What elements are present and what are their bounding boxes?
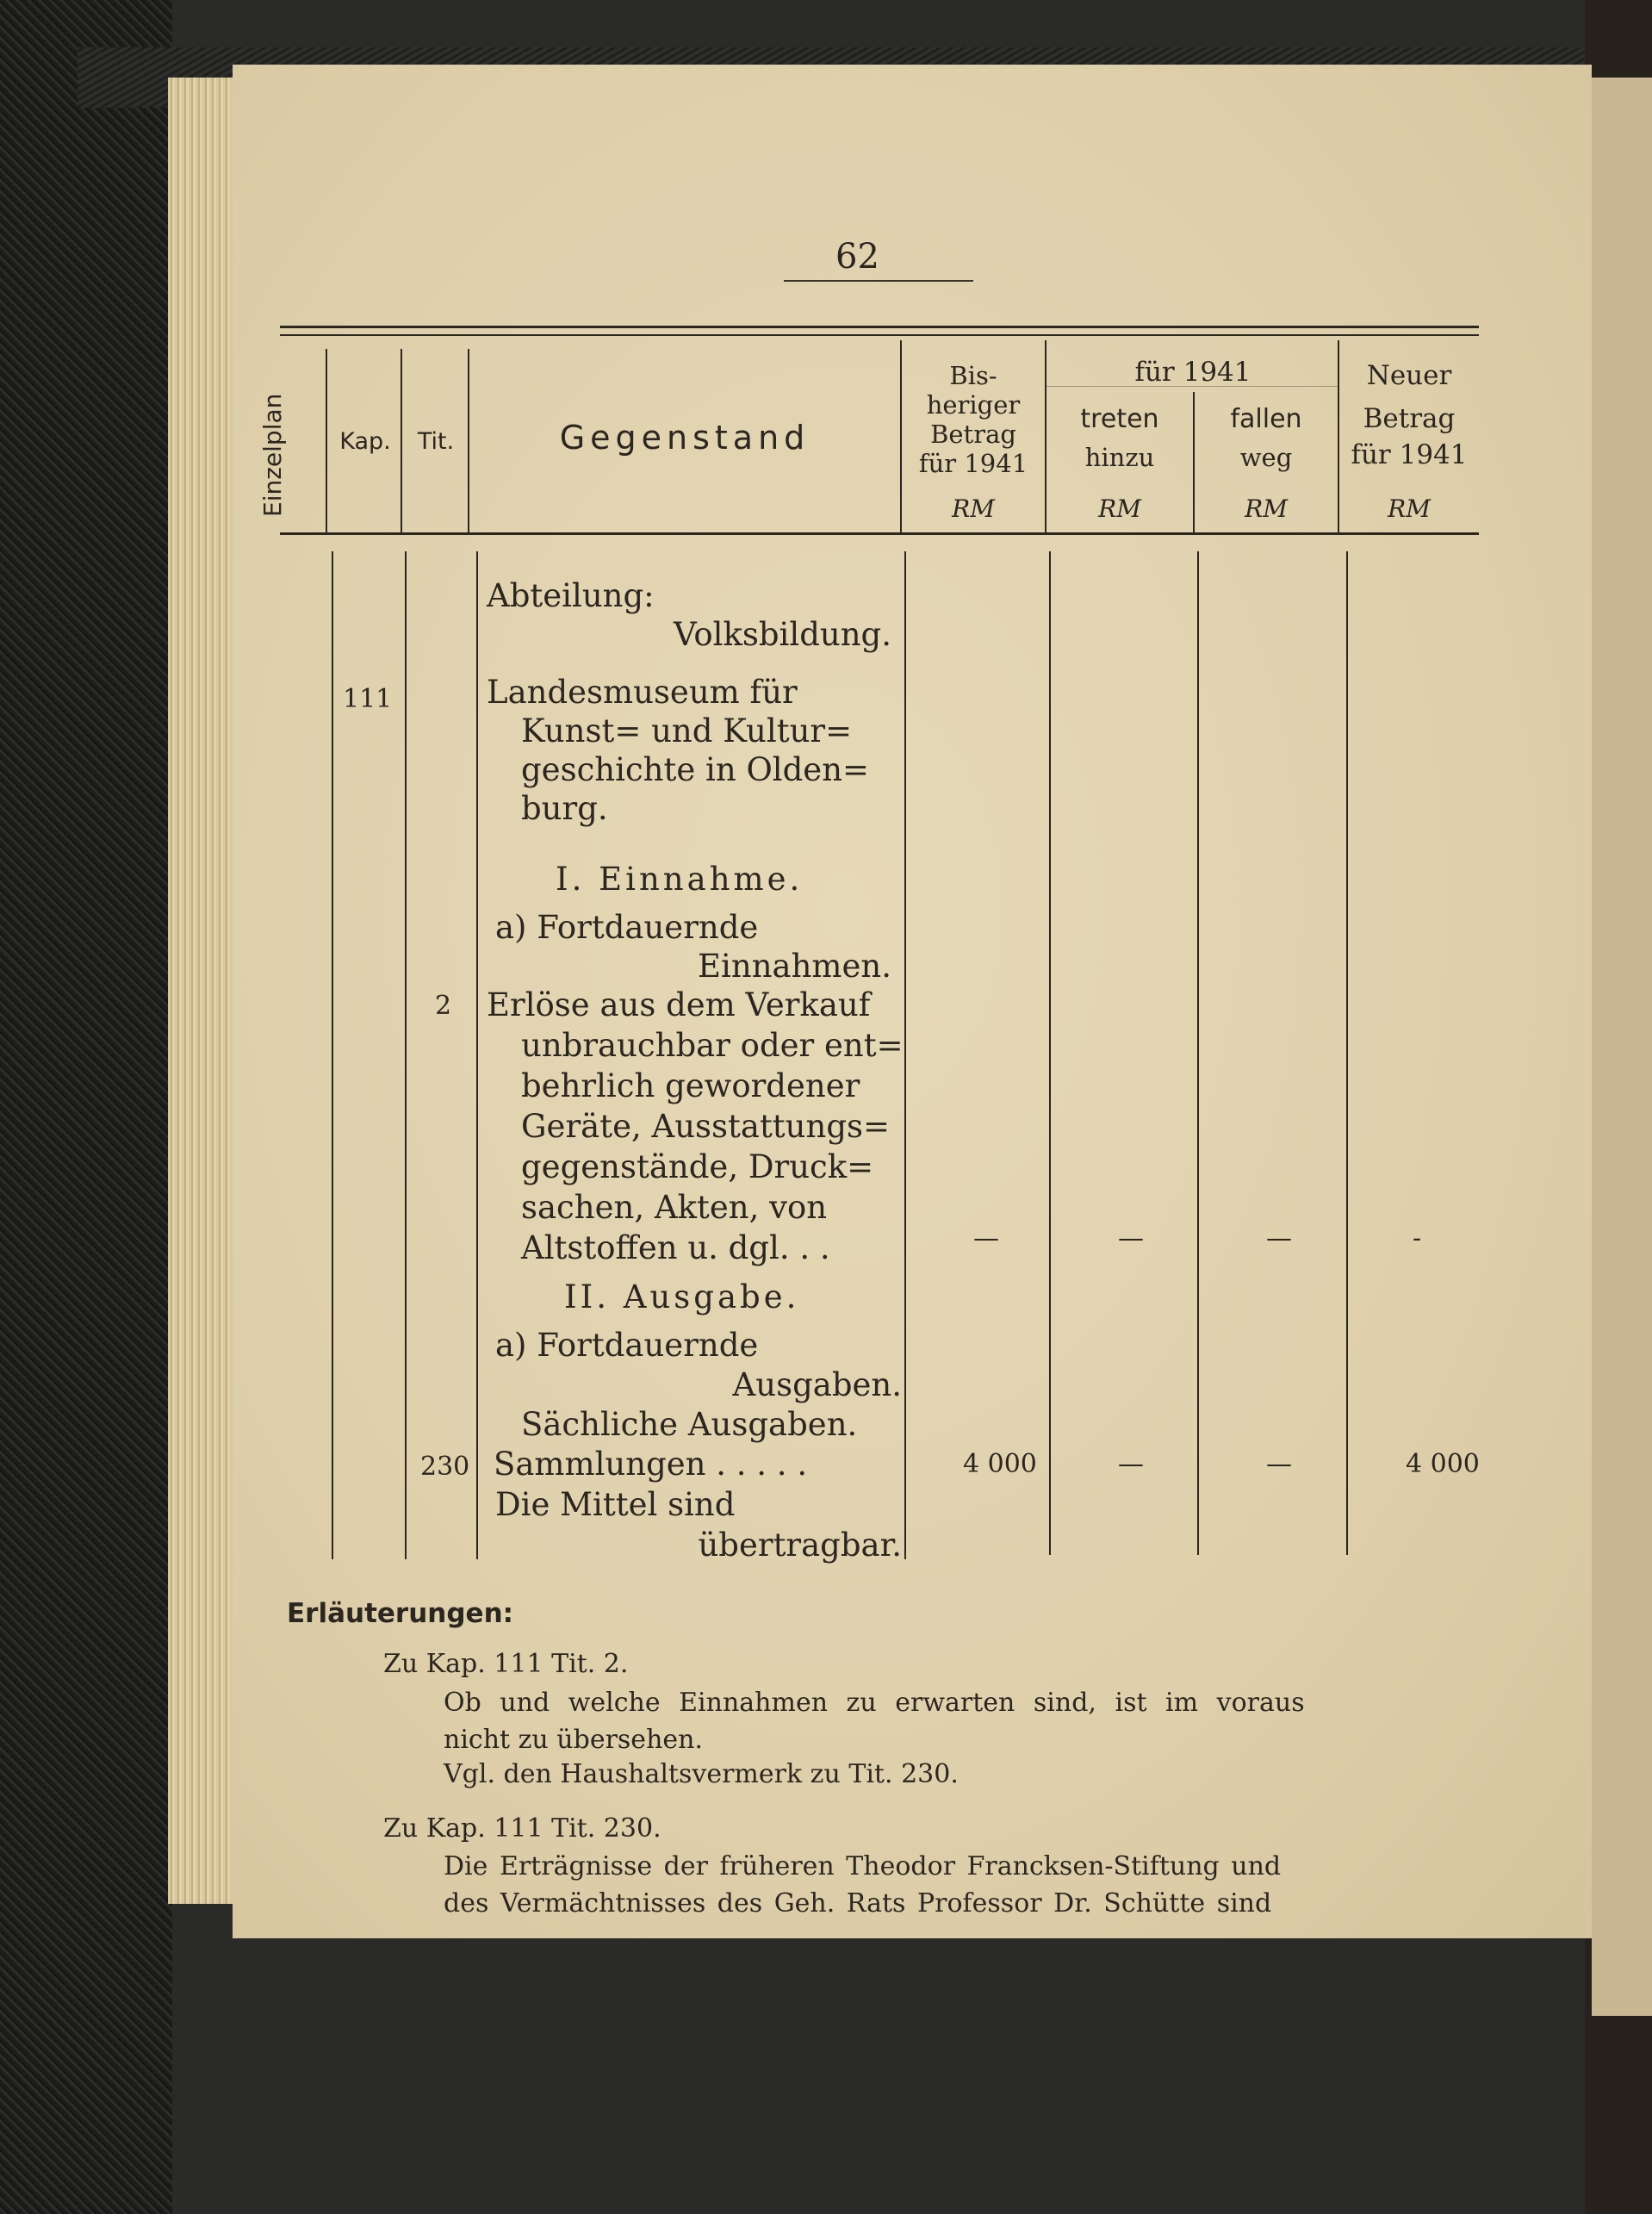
header-fallen-1: fallen bbox=[1230, 404, 1302, 434]
sammlungen-neuer: 4 000 bbox=[1406, 1449, 1480, 1479]
header-fallen-2: weg bbox=[1239, 443, 1293, 472]
erloese-line-6: sachen, Akten, von bbox=[521, 1189, 828, 1226]
header-bisheriger-1: Bis- bbox=[949, 361, 997, 390]
ausgabe-sub-2: Ausgaben. bbox=[732, 1366, 902, 1403]
page-number-rule bbox=[784, 280, 973, 282]
header-bisheriger-3: Betrag bbox=[930, 420, 1016, 449]
einnahme-sub-1: a) Fortdauernde bbox=[495, 909, 759, 946]
facing-page-edge bbox=[1592, 78, 1652, 2016]
erloese-line-4: Geräte, Ausstattungs= bbox=[521, 1108, 891, 1145]
note-2-heading: Zu Kap. 111 Tit. 2. bbox=[383, 1649, 629, 1679]
header-einzelplan: Einzelplan bbox=[258, 393, 287, 517]
table-header-rule bbox=[280, 532, 1479, 535]
body-col-line-3 bbox=[476, 551, 478, 1559]
erloese-treten: — bbox=[1118, 1223, 1144, 1253]
abteilung-name: Volksbildung. bbox=[674, 616, 891, 653]
header-tit: Tit. bbox=[417, 428, 455, 455]
unit-neuer: RM bbox=[1388, 494, 1431, 523]
header-bisheriger-2: heriger bbox=[926, 390, 1021, 420]
mittel-line-2: übertragbar. bbox=[698, 1527, 902, 1564]
museum-line-4: burg. bbox=[521, 790, 608, 827]
erloese-line-2: unbrauchbar oder ent= bbox=[521, 1027, 904, 1064]
saechliche-ausgaben: Sächliche Ausgaben. bbox=[521, 1406, 858, 1443]
page-edges bbox=[168, 78, 237, 1904]
note-2-line-2: nicht zu übersehen. bbox=[444, 1725, 703, 1755]
note-2-line-1: Ob und welche Einnahmen zu erwarten sind, ist im voraus bbox=[444, 1688, 1305, 1718]
table-top-rule-2 bbox=[280, 334, 1479, 336]
erloese-fallen: — bbox=[1266, 1223, 1292, 1253]
body-col-line-7 bbox=[1346, 551, 1348, 1555]
kap-111: 111 bbox=[343, 684, 393, 714]
erloese-line-3: behrlich gewordener bbox=[521, 1067, 860, 1104]
erloese-line-1: Erlöse aus dem Verkauf bbox=[487, 986, 871, 1023]
museum-line-2: Kunst= und Kultur= bbox=[521, 712, 853, 749]
body-col-line-1 bbox=[332, 551, 333, 1559]
erloese-line-5: gegenstände, Druck= bbox=[521, 1148, 874, 1185]
mittel-line-1: Die Mittel sind bbox=[495, 1486, 736, 1523]
header-neuer-1: Neuer bbox=[1366, 360, 1452, 391]
erloese-bisheriger: — bbox=[973, 1223, 999, 1253]
book-cover-left bbox=[0, 0, 172, 2214]
header-fuer-1941: für 1941 bbox=[1134, 357, 1251, 388]
table-top-rule-1 bbox=[280, 326, 1479, 328]
header-kap: Kap. bbox=[339, 428, 391, 455]
sammlungen-label: Sammlungen . . . . . bbox=[494, 1446, 808, 1483]
sammlungen-treten: — bbox=[1118, 1449, 1144, 1479]
note-230-line-1: Die Erträgnisse der früheren Theodor Francksen-Stiftung und bbox=[444, 1851, 1282, 1881]
note-230-heading: Zu Kap. 111 Tit. 230. bbox=[383, 1813, 661, 1844]
unit-bisheriger: RM bbox=[952, 494, 995, 523]
unit-fallen: RM bbox=[1245, 494, 1288, 523]
header-neuer-2: Betrag bbox=[1363, 403, 1456, 434]
notes-heading: Erläuterungen: bbox=[287, 1598, 514, 1629]
body-col-line-2 bbox=[405, 551, 407, 1559]
note-230-line-2: des Vermächtnisses des Geh. Rats Professor Dr. Schütte sind bbox=[444, 1888, 1272, 1919]
erloese-neuer: - bbox=[1413, 1223, 1422, 1253]
tit-230: 230 bbox=[420, 1452, 470, 1482]
sammlungen-fallen: — bbox=[1266, 1449, 1292, 1479]
body-col-line-6 bbox=[1197, 551, 1199, 1555]
header-neuer-3: für 1941 bbox=[1351, 439, 1468, 470]
note-2-line-3: Vgl. den Haushaltsvermerk zu Tit. 230. bbox=[444, 1759, 959, 1789]
unit-treten: RM bbox=[1098, 494, 1141, 523]
page-number: 62 bbox=[835, 237, 879, 277]
einnahme-heading: I. Einnahme. bbox=[556, 861, 804, 898]
body-col-line-5 bbox=[1049, 551, 1051, 1555]
sammlungen-bisheriger: 4 000 bbox=[963, 1449, 1037, 1479]
header-gegenstand: Gegenstand bbox=[559, 419, 810, 457]
museum-line-1: Landesmuseum für bbox=[487, 674, 798, 711]
body-col-line-4 bbox=[904, 551, 906, 1559]
abteilung-label: Abteilung: bbox=[487, 577, 655, 614]
ausgabe-sub-1: a) Fortdauernde bbox=[495, 1327, 759, 1364]
header-treten-2: hinzu bbox=[1084, 443, 1155, 472]
erloese-line-7: Altstoffen u. dgl. . . bbox=[521, 1229, 830, 1266]
einnahme-sub-2: Einnahmen. bbox=[698, 948, 891, 985]
museum-line-3: geschichte in Olden= bbox=[521, 751, 870, 788]
ausgabe-heading: II. Ausgabe. bbox=[564, 1278, 800, 1315]
header-treten-1: treten bbox=[1080, 404, 1159, 434]
tit-2: 2 bbox=[435, 991, 452, 1021]
header-bisheriger-4: für 1941 bbox=[918, 449, 1028, 478]
